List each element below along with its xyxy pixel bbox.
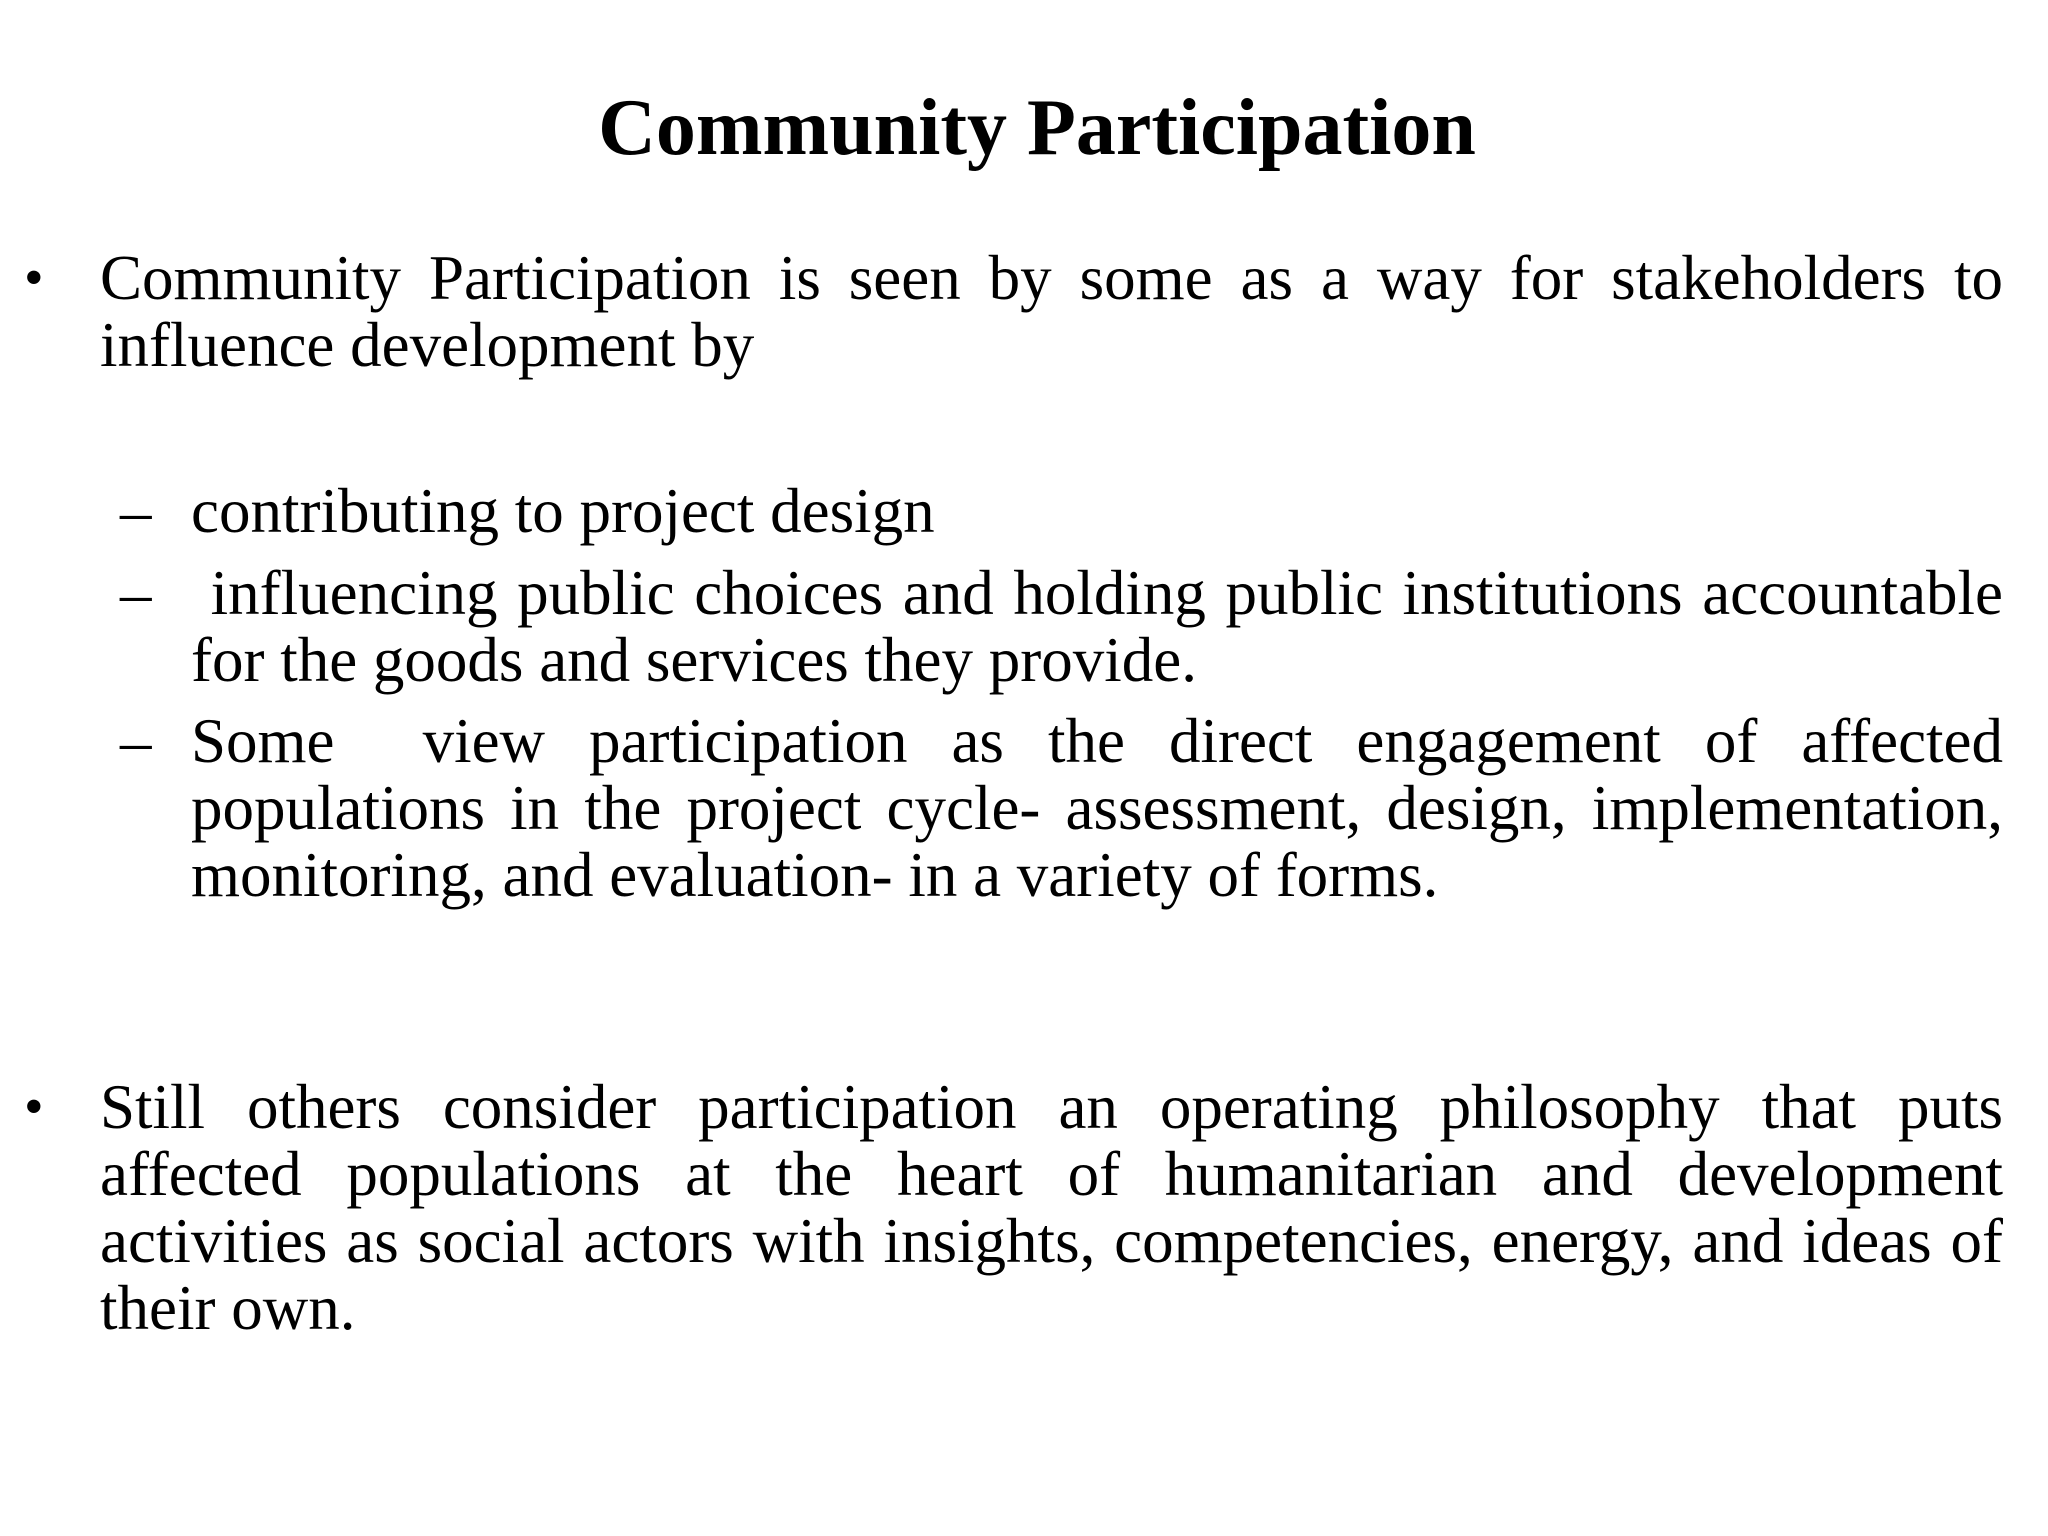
slide-title: Community Participation	[598, 84, 1476, 172]
bullet-marker: •	[24, 1076, 44, 1138]
sub-bullet-marker: –	[120, 476, 152, 546]
sub-bullet-marker: –	[120, 706, 152, 776]
bullet-item-1	[24, 243, 2003, 380]
sub-bullet-item-1	[120, 476, 2003, 546]
sub-bullet-item-3	[120, 706, 2019, 910]
bullet-text: Community Participation is seen by some as a way for stakeholders to influence development by	[100, 243, 2003, 380]
sub-bullet-text: Some view participation as the direct engagement of affected populations in the project cycle- assessment, design, implementation, monitoring, and evaluation- in a variety of forms.	[191, 706, 2019, 910]
bullet-item-2	[24, 1072, 2003, 1343]
sub-bullet-text: influencing public choices and holding public institutions accountable for the goods and services they provide.	[191, 558, 2019, 695]
bullet-text: Still others consider participation an operating philosophy that puts affected populations at the heart of humanitarian and development activities as social actors with insights, competencies, energy, and ideas of their own.	[100, 1072, 2003, 1343]
bullet-marker: •	[24, 247, 44, 309]
sub-bullet-text: contributing to project design	[191, 476, 935, 546]
sub-bullet-marker: –	[120, 558, 152, 628]
sub-bullet-item-2	[120, 558, 2019, 695]
